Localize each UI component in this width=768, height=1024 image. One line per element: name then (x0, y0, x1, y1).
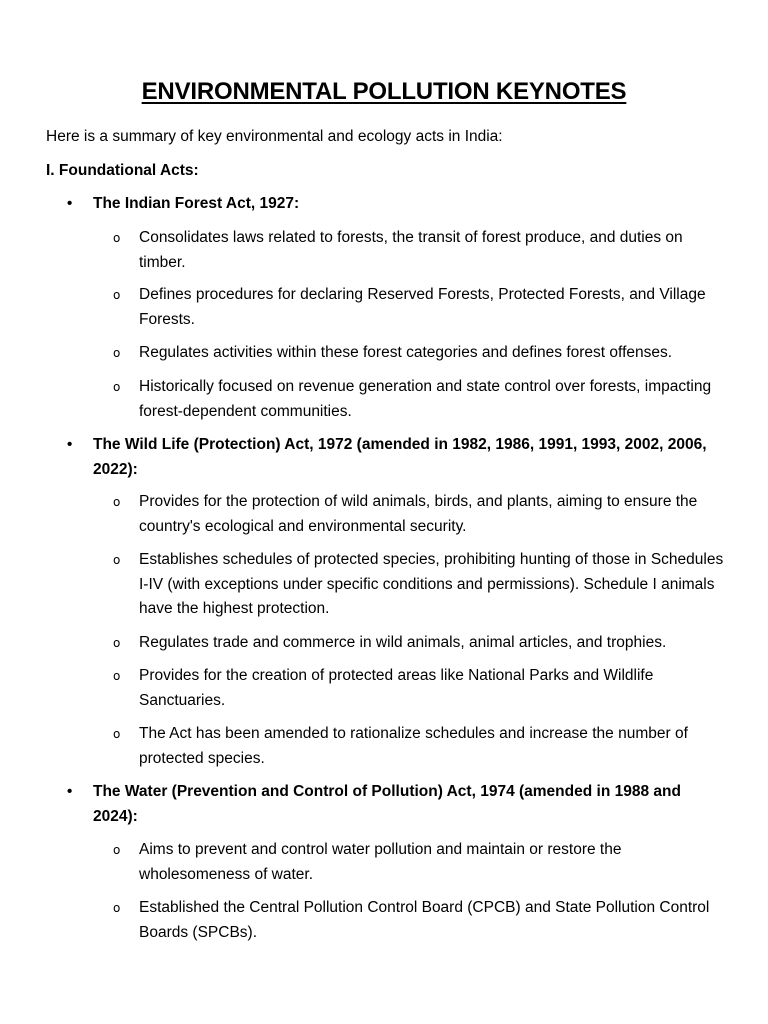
sub-bullet-icon: o (113, 727, 121, 741)
list-item-text: Consolidates laws related to forests, the transit of forest produce, and duties on timber. (139, 229, 683, 271)
list-item-text: Regulates activities within these forest categories and defines forest offenses. (139, 344, 673, 361)
act-heading-text: The Wild Life (Protection) Act, 1972 (amended in 1982, 1986, 1991, 1993, 2002, 2006, 2022): (93, 436, 707, 478)
list-item-text: Established the Central Pollution Control Board (CPCB) and State Pollution Control Boards (SPCBs). (139, 899, 710, 941)
list-item-text: The Act has been amended to rationalize schedules and increase the number of protected species. (139, 725, 688, 767)
sub-bullet-icon: o (113, 380, 121, 394)
sub-bullet-icon: o (113, 636, 121, 650)
page-title: ENVIRONMENTAL POLLUTION KEYNOTES (141, 78, 627, 105)
sub-bullet-icon: o (113, 669, 121, 683)
list-item-text: Defines procedures for declaring Reserved Forests, Protected Forests, and Village Forests. (139, 286, 706, 328)
sub-bullet-icon: o (113, 843, 121, 857)
list-item-text: Establishes schedules of protected species, prohibiting hunting of those in Schedules I-IV (with exceptions under specific conditions and permissions). Schedule I animals have the highest protection. (139, 551, 724, 617)
bullet-icon: • (67, 436, 73, 453)
section-heading: I. Foundational Acts: (46, 162, 199, 179)
list-item-text: Aims to prevent and control water pollution and maintain or restore the wholesomeness of water. (139, 841, 622, 883)
bullet-icon: • (67, 195, 73, 212)
list-item-text: Provides for the protection of wild animals, birds, and plants, aiming to ensure the country's ecological and environmental security. (139, 493, 698, 535)
bullet-icon: • (67, 783, 73, 800)
list-item-text: Provides for the creation of protected areas like National Parks and Wildlife Sanctuaries. (139, 667, 654, 709)
sub-bullet-icon: o (113, 901, 121, 915)
sub-bullet-icon: o (113, 553, 121, 567)
list-item-text: Historically focused on revenue generation and state control over forests, impacting forest-dependent communities. (139, 378, 712, 420)
sub-bullet-icon: o (113, 495, 121, 509)
act-heading-text: The Water (Prevention and Control of Pollution) Act, 1974 (amended in 1988 and 2024): (93, 783, 681, 825)
list-item-text: Regulates trade and commerce in wild animals, animal articles, and trophies. (139, 634, 667, 651)
intro-text: Here is a summary of key environmental and ecology acts in India: (46, 128, 503, 145)
sub-bullet-icon: o (113, 231, 121, 245)
sub-bullet-icon: o (113, 346, 121, 360)
sub-bullet-icon: o (113, 288, 121, 302)
act-heading-text: The Indian Forest Act, 1927: (93, 195, 300, 212)
